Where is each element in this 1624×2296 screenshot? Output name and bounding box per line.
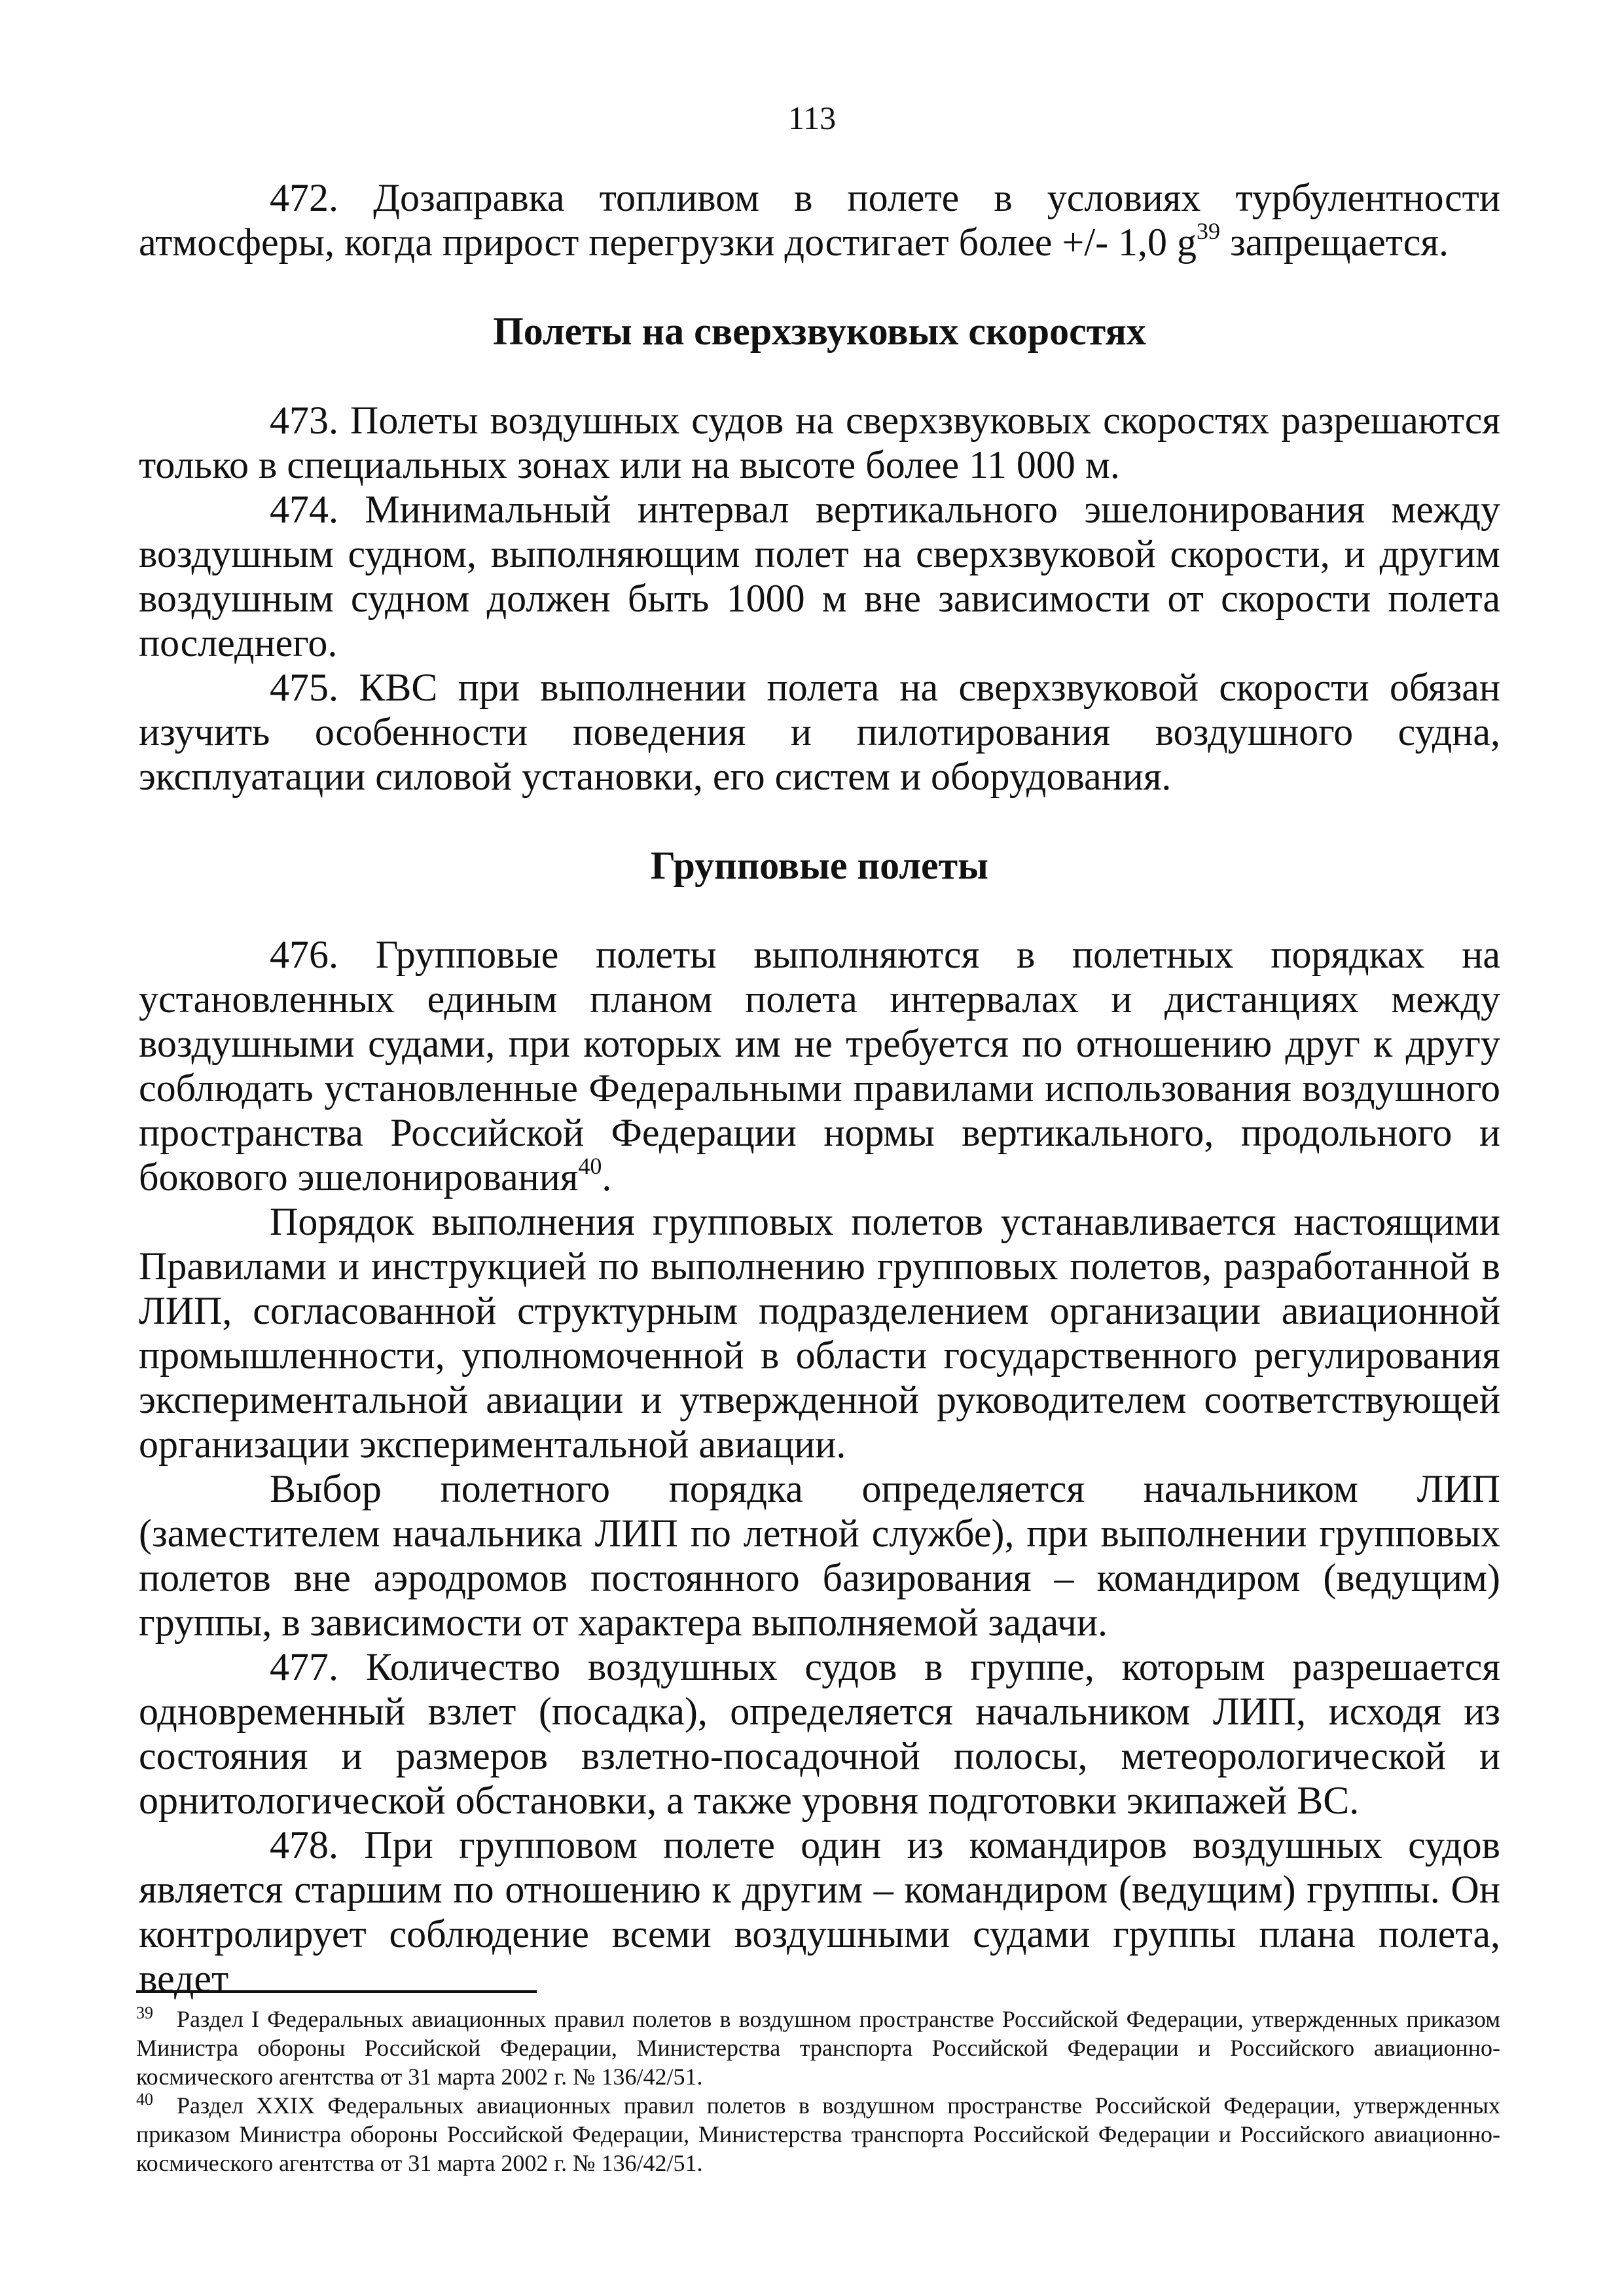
- paragraph-472-text-end: запрещается.: [1220, 221, 1449, 264]
- footnote-mark-40: 40: [136, 2090, 153, 2109]
- footnote-40-text: Раздел XXIX Федеральных авиационных правил полетов в воздушном пространстве Российской Федерации, утвержденных приказом Министра обороны Российской Федерации, Министерства транспорта Российской Федерации и Российского авиационно-космического агентства от 31 марта 2002 г. № 136/42/51.: [136, 2092, 1500, 2176]
- page-number: 113: [787, 100, 837, 136]
- paragraph-478: 478. При групповом полете один из командиров воздушных судов является старшим по отношению к другим – командиром (ведущим) группы. Он контролирует соблюдение всеми воздушными судами группы плана полета, ведет: [139, 1823, 1500, 2000]
- paragraph-472: [139, 175, 1500, 264]
- main-text: [139, 175, 1500, 2001]
- paragraph-474: 474. Минимальный интервал вертикального эшелонирования между воздушным судном, выполняющим полет на сверхзвуковой скорости, и другим воздушным судном должен быть 1000 м вне зависимости от скорости полета последнего.: [139, 488, 1500, 665]
- footnote-39: [136, 2005, 1500, 2091]
- paragraph-476-choice: Выбор полетного порядка определяется начальником ЛИП (заместителем начальника ЛИП по летной службе), при выполнении групповых полетов вне аэродромов постоянного базирования – командиром (ведущим) группы, в зависимости от характера выполняемой задачи.: [139, 1467, 1500, 1644]
- section-heading-supersonic: Полеты на сверхзвуковых скоростях: [493, 310, 1146, 353]
- spacer: [139, 354, 1500, 398]
- footnotes: [136, 2005, 1500, 2178]
- spacer: [139, 264, 1500, 309]
- footnote-reference-40: 40: [578, 1153, 602, 1179]
- paragraph-475: 475. КВС при выполнении полета на сверхзвуковой скорости обязан изучить особенности поведения и пилотирования воздушного судна, эксплуатации силовой установки, его систем и оборудования.: [139, 666, 1500, 798]
- footnote-reference-39: 39: [1197, 218, 1221, 244]
- spacer: [139, 799, 1500, 843]
- footnote-39-text: Раздел I Федеральных авиационных правил полетов в воздушном пространстве Российской Федерации, утвержденных приказом Министра обороны Российской Федерации, Министерства транспорта Российской Федерации и Российского авиационно-космического агентства от 31 марта 2002 г. № 136/42/51.: [136, 2006, 1500, 2090]
- footnote-40: [136, 2091, 1500, 2178]
- paragraph-477: 477. Количество воздушных судов в группе, которым разрешается одновременный взлет (посадка), определяется начальником ЛИП, исходя из состояния и размеров взлетно-посадочной полосы, метеорологической и орнитологической обстановки, а также уровня подготовки экипажей ВС.: [139, 1645, 1500, 1822]
- paragraph-473: 473. Полеты воздушных судов на сверхзвуковых скоростях разрешаются только в специальных зонах или на высоте более 11 000 м.: [139, 399, 1500, 486]
- footnote-mark-39: 39: [136, 2003, 153, 2022]
- paragraph-476-text: 476. Групповые полеты выполняются в полетных порядках на установленных единым планом полета интервалах и дистанциях между воздушными судами, при которых им не требуется по отношению друг к другу соблюдать установленные Федеральными правилами использования воздушного пространства Российской Федерации нормы вертикального, продольного и бокового эшелонирования: [139, 933, 1500, 1199]
- paragraph-476-order: Порядок выполнения групповых полетов устанавливается настоящими Правилами и инструкцией по выполнению групповых полетов, разработанной в ЛИП, согласованной структурным подразделением организации авиационной промышленности, уполномоченной в области государственного регулирования экспериментальной авиации и утвержденной руководителем соответствующей организации экспериментальной авиации.: [139, 1200, 1500, 1466]
- footnote-separator: [136, 1990, 537, 1993]
- paragraph-476: [139, 932, 1500, 1199]
- paragraph-472-text: 472. Дозаправка топливом в полете в условиях турбулентности атмосферы, когда прирост перегрузки достигает более +/- 1,0 g: [139, 176, 1500, 264]
- section-heading-group-flights: Групповые полеты: [651, 844, 988, 887]
- paragraph-476-text-end: .: [602, 1156, 612, 1199]
- spacer: [139, 888, 1500, 932]
